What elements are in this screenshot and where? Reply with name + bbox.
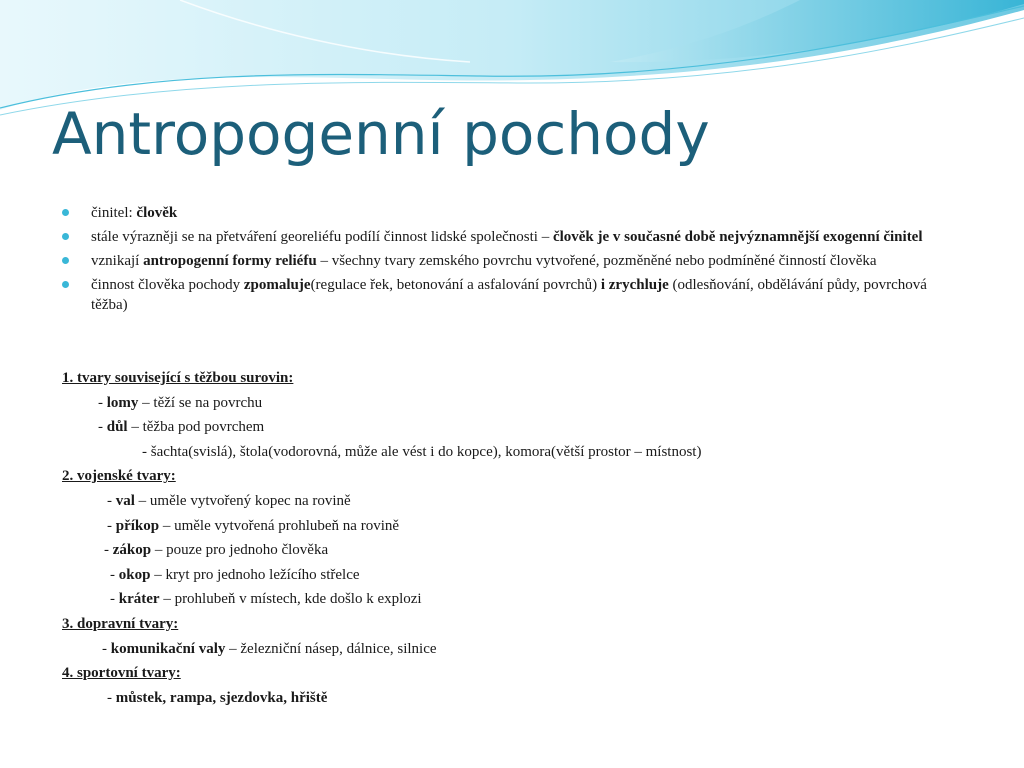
section-heading: 3. dopravní tvary: bbox=[62, 615, 179, 632]
bullet-dot-icon bbox=[62, 233, 69, 240]
section-heading: 1. tvary související s těžbou surovin: bbox=[62, 370, 294, 386]
list-item: - kráter – prohlubeň v místech, kde došlo k explozi bbox=[110, 591, 422, 608]
list-item: - komunikační valy – železniční násep, dálnice, silnice bbox=[102, 640, 437, 657]
bullet-list bbox=[62, 203, 942, 319]
page-title: Antropogenní pochody bbox=[52, 100, 710, 168]
list-item: - val – uměle vytvořený kopec na rovině bbox=[107, 492, 351, 509]
list-item: - okop – kryt pro jednoho ležícího střelce bbox=[110, 566, 360, 583]
list-item: - šachta(svislá), štola(vodorovná, může ale vést i do kopce), komora(větší prostor – místnost) bbox=[142, 443, 702, 460]
section-heading: 4. sportovní tvary: bbox=[62, 665, 181, 682]
list-item: - můstek, rampa, sjezdovka, hřiště bbox=[107, 689, 328, 706]
landform-sections bbox=[62, 366, 962, 710]
list-item: - zákop – pouze pro jednoho člověka bbox=[104, 542, 329, 559]
bullet-item: vznikají antropogenní formy reliéfu – všechny tvary zemského povrchu vytvořené, pozměněné nebo podmíněné činností člověka bbox=[62, 251, 942, 271]
bullet-dot-icon bbox=[62, 209, 69, 216]
bullet-dot-icon bbox=[62, 257, 69, 264]
bullet-item: činnost člověka pochody zpomaluje(regulace řek, betonování a asfalování povrchů) i zrychluje (odlesňování, obdělávání půdy, povrchová těžba) bbox=[62, 275, 942, 315]
bullet-dot-icon bbox=[62, 281, 69, 288]
list-item: - příkop – uměle vytvořená prohlubeň na rovině bbox=[107, 517, 400, 534]
bullet-item: činitel: člověk bbox=[62, 203, 942, 223]
section-heading: 2. vojenské tvary: bbox=[62, 468, 176, 485]
list-item: - důl – těžba pod povrchem bbox=[98, 419, 265, 436]
bullet-item: stále výrazněji se na přetváření georeliéfu podílí činnost lidské společnosti – člověk je v současné době nejvýznamnější exogenní činitel bbox=[62, 227, 942, 247]
list-item: - lomy – těží se na povrchu bbox=[98, 394, 263, 411]
